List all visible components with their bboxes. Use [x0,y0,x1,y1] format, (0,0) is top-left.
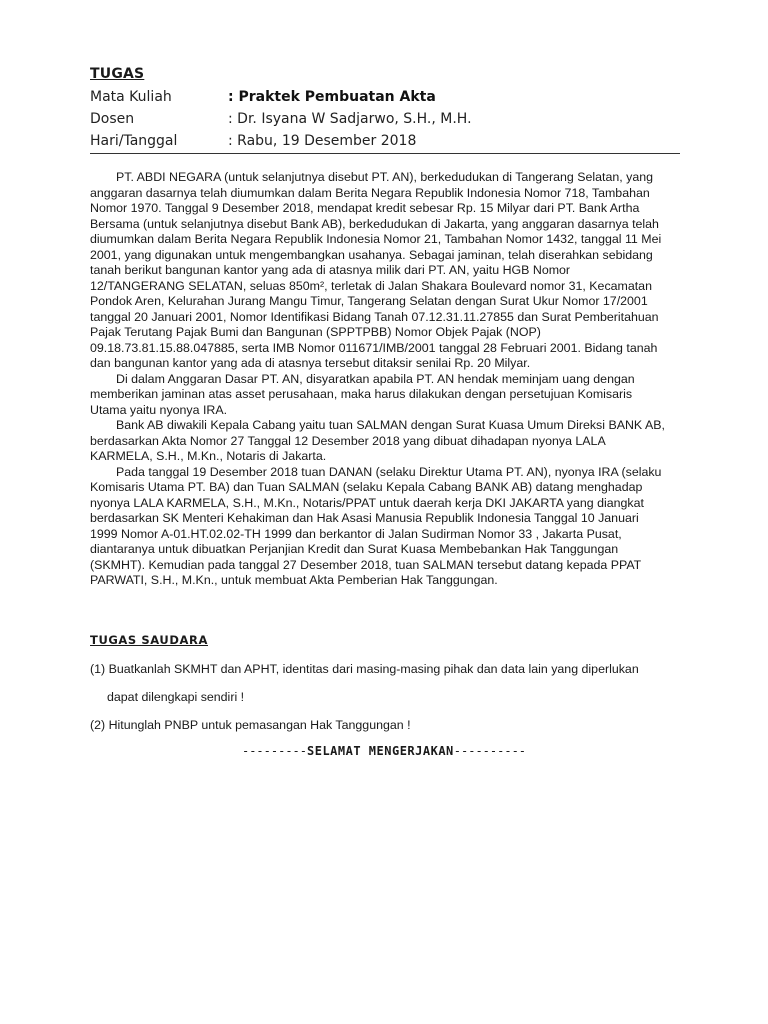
date-value: : Rabu, 19 Desember 2018 [228,133,417,149]
paragraph-line: berdasarkan SK Menteri Kehakiman dan Hak Asasi Manusia Republik Indonesia Tanggal 10 Januari [90,511,639,525]
paragraph-line: 09.18.73.81.15.88.047885, serta IMB Nomor 011671/IMB/2001 tanggal 28 Februari 2001. Bidang tanah [90,340,658,355]
lecturer-label: Dosen [90,111,135,127]
paragraph-line: Di dalam Anggaran Dasar PT. AN, disyaratkan apabila PT. AN hendak meminjam uang dengan [116,371,635,386]
header-divider [90,153,680,154]
paragraph-line: 12/TANGERANG SELATAN, seluas 850m², terletak di Jalan Shakara Boulevard nomor 31, Kecamatan [90,278,652,293]
paragraph-line: Utama yaitu nyonya IRA. [90,402,228,417]
closing-dashes-left: --------- [241,744,307,758]
paragraph-line: memberikan jaminan atas asset perusahaan, maka harus dilakukan dengan persetujuan Komisaris [90,387,633,401]
course-label: Mata Kuliah [90,89,172,105]
course-value: : Praktek Pembuatan Akta [228,89,436,105]
date-label: Hari/Tanggal [90,133,178,149]
paragraph-line: Pondok Aren, Kelurahan Jurang Mangu Timur, Tangerang Selatan dengan Surat Ukur Nomor 17/2001 [90,294,648,308]
closing-dashes-right: ---------- [453,744,527,758]
paragraph-1 [90,170,682,589]
document-title: TUGAS [90,66,145,82]
paragraph-line: KARMELA, S.H., M.Kn., Notaris di Jakarta. [90,449,327,463]
paragraph-line: Pada tanggal 19 Desember 2018 tuan DANAN (selaku Direktur Utama PT. AN), nyonya IRA (selaku [116,464,662,479]
task-heading: TUGAS SAUDARA [90,633,208,647]
closing-text: SELAMAT MENGERJAKAN [307,744,454,758]
paragraph-line: nyonya LALA KARMELA, S.H., M.Kn., Notaris/PPAT untuk daerah kerja DKI JAKARTA yang diangkat [90,495,644,510]
task-item-1: (1) Buatkanlah SKMHT dan APHT, identitas dari masing-masing pihak dan data lain yang diperlukan [90,662,639,676]
paragraph-line: Bersama (untuk selanjutnya disebut Bank AB), berkedudukan di Jakarta, yang anggaran dasarnya telah [90,216,659,231]
task-item-1-continued: dapat dilengkapi sendiri ! [107,690,245,704]
paragraph-line: berdasarkan Akta Nomor 27 Tanggal 12 Desember 2018 yang dibuat dihadapan nyonya LALA [90,433,606,448]
task-item-2: (2) Hitunglah PNBP untuk pemasangan Hak Tanggungan ! [90,718,411,732]
paragraph-line: 2001, yang digunakan untuk mengembangkan usahanya. Sebagai jaminan, telah diserahkan sebidang [90,247,653,262]
paragraph-line: 1999 Nomor A-01.HT.02.02-TH 1999 dan berkantor di Jalan Sudirman Nomor 33 , Jakarta Pusat, [90,526,622,541]
paragraph-line: PARWATI, S.H., M.Kn., untuk membuat Akta Pemberian Hak Tanggungan. [90,573,498,587]
paragraph-line: diantaranya untuk dibuatkan Perjanjian Kredit dan Surat Kuasa Membebankan Hak Tanggungan [90,542,619,556]
paragraph-line: dan bangunan kantor yang ada di atasnya tersebut ditaksir senilai Rp. 20 Milyar. [90,356,531,370]
paragraph-line: Nomor 1970. Tanggal 9 Desember 2018, mendapat kredit sebesar Rp. 15 Milyar dari PT. Bank Artha [90,201,640,215]
paragraph-line: diumumkan dalam Berita Negara Republik Indonesia Nomor 21, Tambahan Nomor 1432, tanggal 11 Mei [90,232,662,246]
paragraph-line: tanggal 20 Januari 2001, Nomor Identifikasi Bidang Tanah 07.12.31.11.27855 dan Surat Pemberitahuan [90,309,659,324]
paragraph-line: PT. ABDI NEGARA (untuk selanjutnya disebut PT. AN), berkedudukan di Tangerang Selatan, yang [116,170,654,184]
paragraph-line: Bank AB diwakili Kepala Cabang yaitu tuan SALMAN dengan Surat Kuasa Umum Direksi BANK AB, [116,418,665,432]
paragraph-line: tanah berikut bangunan kantor yang ada di atasnya milik dari PT. AN, yaitu HGB Nomor [90,263,571,277]
paragraph-line: Pajak Terutang Pajak Bumi dan Bangunan (SPPTPBB) Nomor Objek Pajak (NOP) [90,325,541,339]
paragraph-line: anggaran dasarnya telah diumumkan dalam Berita Negara Republik Indonesia Nomor 718, Tambahan [90,185,650,200]
closing-line [0,744,768,758]
paragraph-line: (SKMHT). Kemudian pada tanggal 27 Desember 2018, tuan SALMAN tersebut datang kepada PPAT [90,557,642,572]
lecturer-value: : Dr. Isyana W Sadjarwo, S.H., M.H. [228,111,472,127]
paragraph-line: Komisaris Utama PT. BA) dan Tuan SALMAN (selaku Kepala Cabang BANK AB) datang menghadap [90,480,643,494]
